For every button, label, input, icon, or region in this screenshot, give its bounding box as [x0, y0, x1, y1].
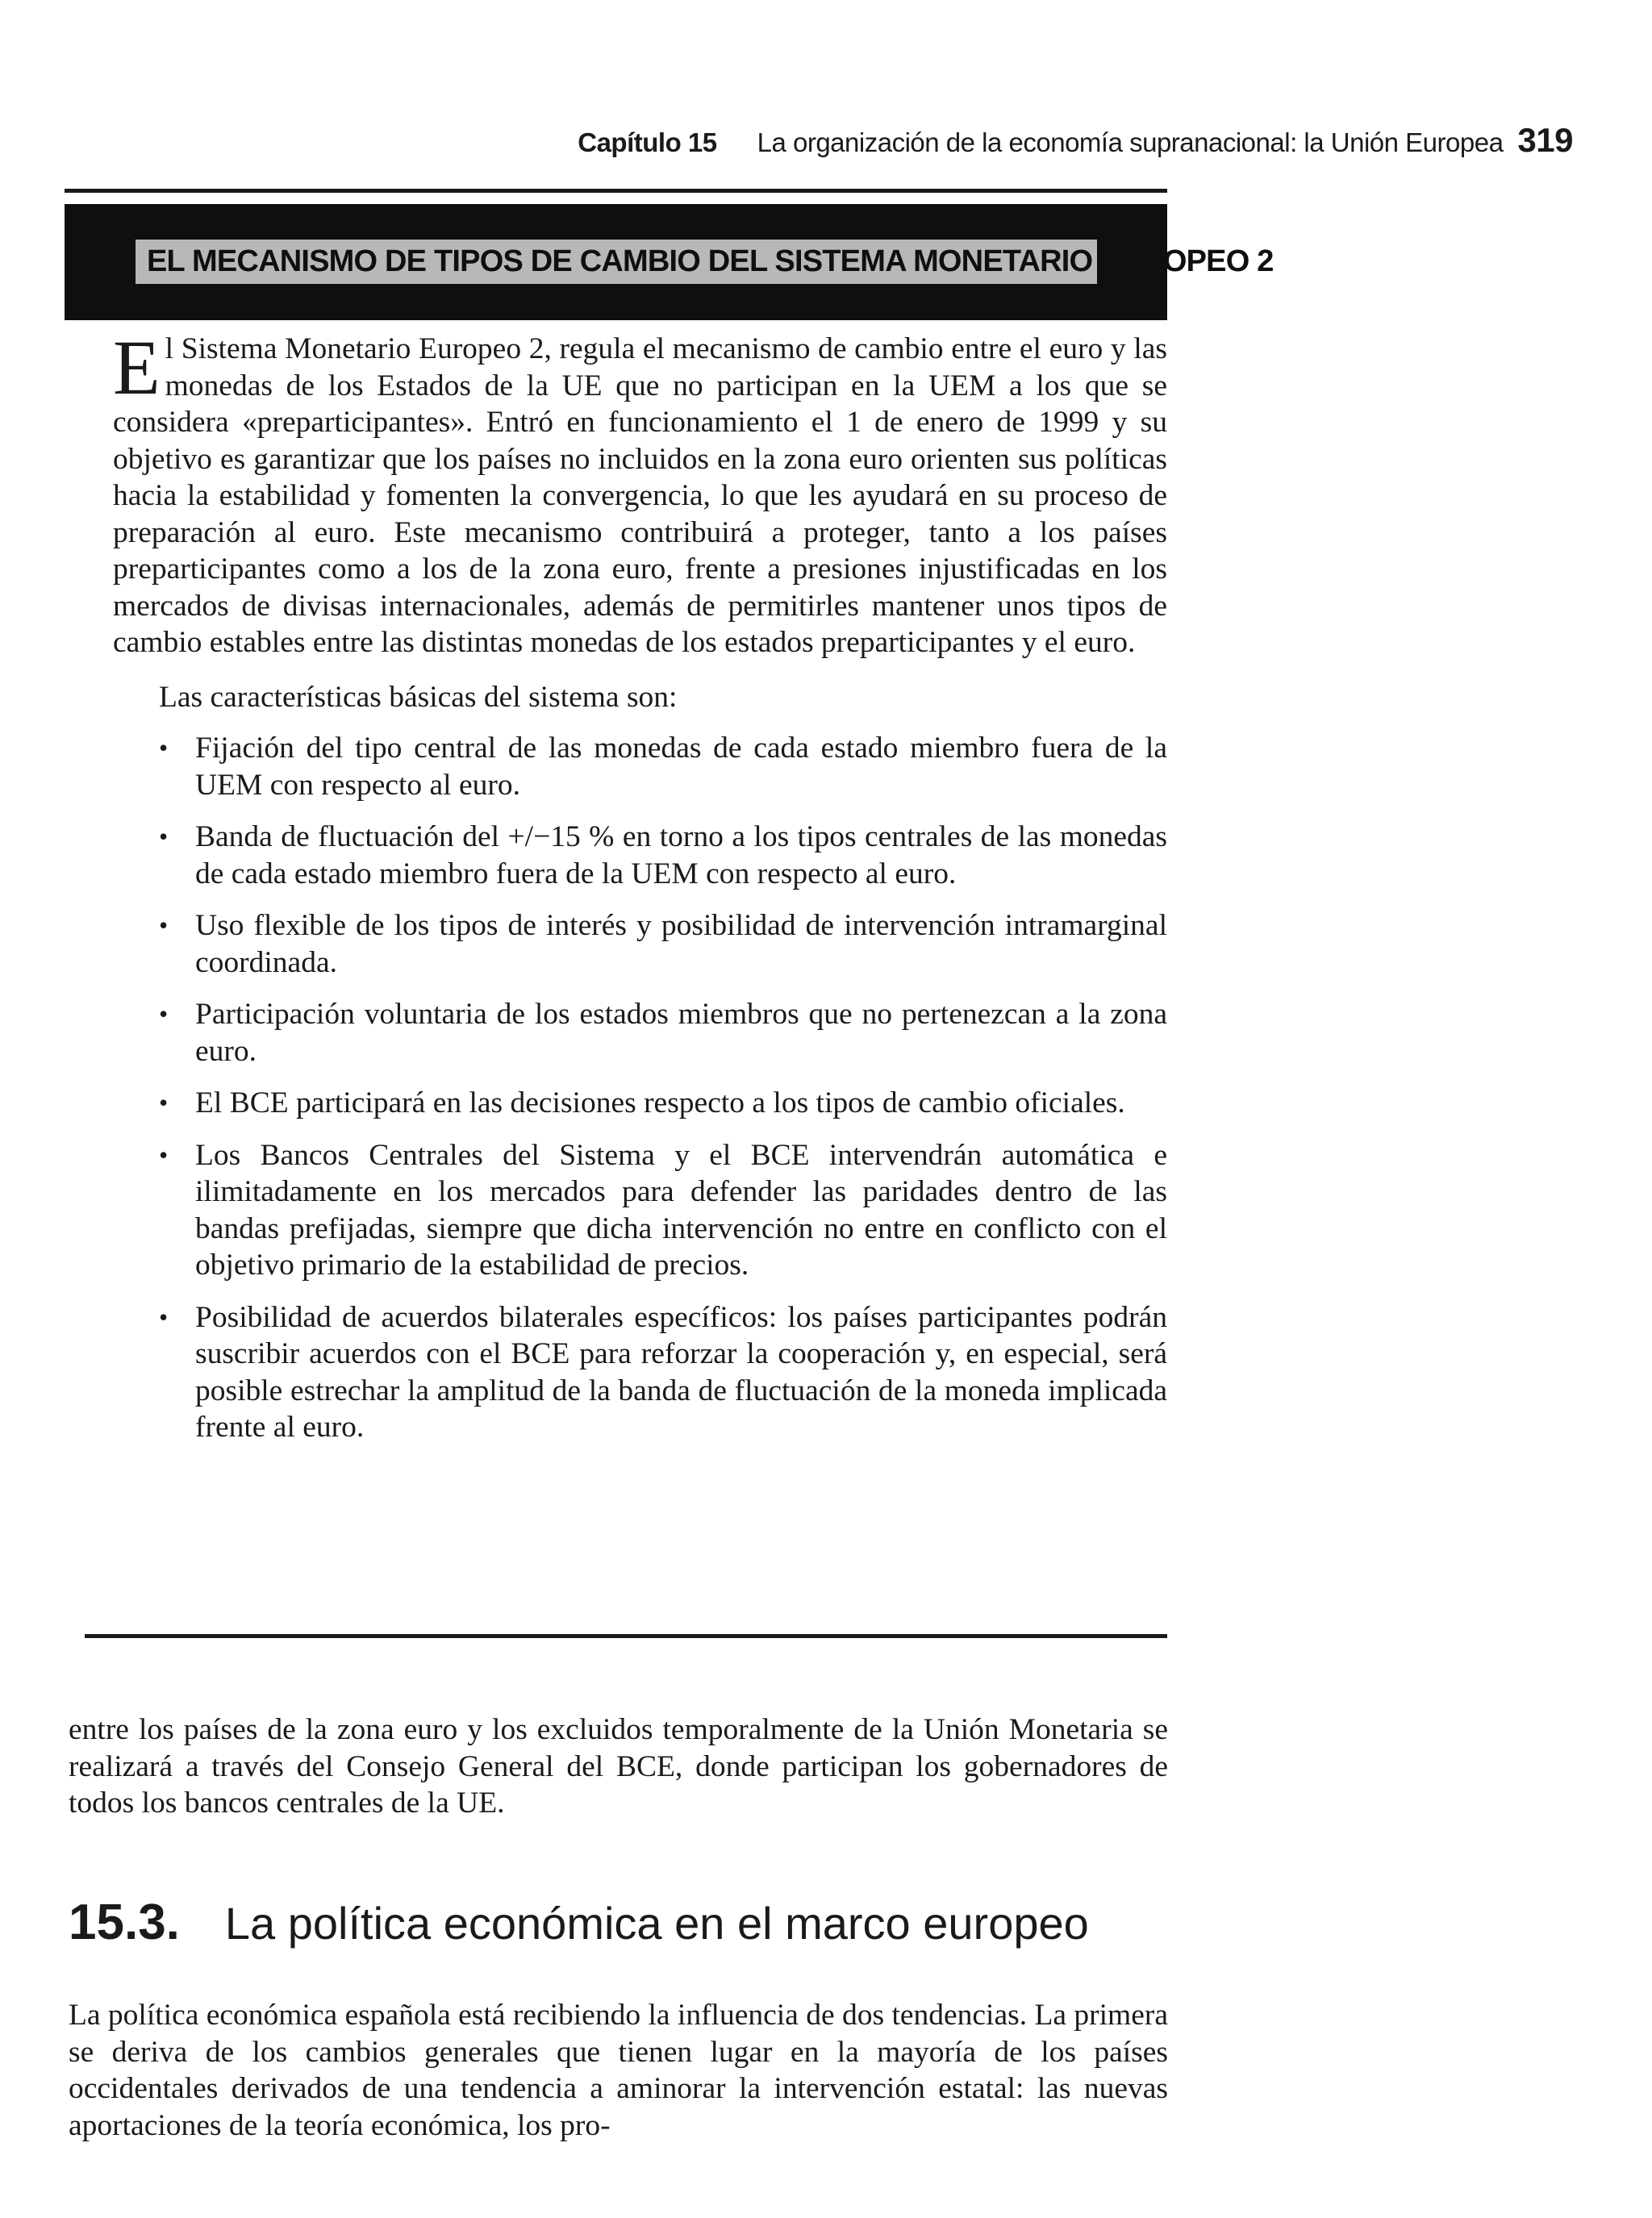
list-item [113, 907, 1167, 981]
bullet-icon: • [159, 911, 169, 940]
list-item [113, 1299, 1167, 1446]
list-item [113, 730, 1167, 803]
bullet-icon: • [159, 822, 169, 851]
continuation-paragraph: entre los países de la zona euro y los excluidos temporalmente de la Unión Monetaria se realizará a través del Consejo General del BCE, donde participan los gobernadores de todos los bancos centrales de la UE. [69, 1713, 1168, 1820]
drop-cap: E [113, 324, 161, 411]
page-number: 319 [1517, 121, 1573, 159]
box-banner [65, 204, 1274, 320]
box-body [113, 324, 1167, 1461]
box-bottom-rule [85, 1634, 1167, 1638]
chapter-title: La organización de la economía supranacional: la Unión Europea [757, 127, 1504, 157]
bullet-icon: • [159, 1140, 169, 1169]
section-heading [69, 1894, 1198, 1951]
box-list-lead: Las características básicas del sistema son: [159, 680, 678, 714]
list-item-text: Participación voluntaria de los estados miembros que no pertenezcan a la zona euro. [195, 998, 1167, 1068]
box-bullet-list [113, 730, 1167, 1446]
list-item-text: Banda de fluctuación del +/−15 % en torno a los tipos centrales de las monedas de cada estado miembro fuera de la UEM con respecto al euro. [195, 820, 1167, 890]
section-title: La política económica en el marco europeo [224, 1898, 1089, 1949]
section-paragraph: La política económica española está recibiendo la influencia de dos tendencias. La primera se deriva de los cambios generales que tienen lugar en la mayoría de los países occidentales derivados de una tendencia a aminorar la intervención estatal: las nuevas aportaciones de la teoría económica, los pro- [69, 1999, 1168, 2142]
header-rule [65, 189, 1167, 193]
list-item [113, 819, 1167, 892]
list-item-text: Uso flexible de los tipos de interés y posibilidad de intervención intramarginal coordinada. [195, 909, 1167, 979]
list-item-text: Posibilidad de acuerdos bilaterales específicos: los países participantes podrán suscribir acuerdos con el BCE para reforzar la cooperación y, en especial, será posible estrechar la amplitud de la banda de fluctuación de la moneda implicada frente al euro. [195, 1300, 1167, 1444]
box-heading: EL MECANISMO DE TIPOS DE CAMBIO DEL SISTEMA MONETARIO EUROPEO 2 [147, 244, 1274, 278]
bullet-icon: • [159, 1302, 169, 1332]
list-item-text: El BCE participará en las decisiones respecto a los tipos de cambio oficiales. [195, 1086, 1125, 1119]
bullet-icon: • [159, 999, 169, 1028]
list-item [113, 1085, 1167, 1122]
bullet-icon: • [159, 733, 169, 762]
list-item-text: Fijación del tipo central de las monedas de cada estado miembro fuera de la UEM con respecto al euro. [195, 732, 1167, 802]
running-header [0, 121, 1573, 160]
chapter-label: Capítulo 15 [578, 127, 717, 157]
box-heading-band [136, 240, 1274, 284]
box-intro-paragraph [113, 324, 1167, 661]
list-item [113, 996, 1167, 1069]
list-item [113, 1137, 1167, 1284]
box-intro-text: l Sistema Monetario Europeo 2, regula el mecanismo de cambio entre el euro y las monedas de los Estados de la UE que no participan en la UEM a los que se considera «preparticipantes». Entró en funcionamiento el 1 de enero de 1999 y su objetivo es garantizar que los países no incluidos en la zona euro orienten sus políticas hacia la estabilidad y fomenten la convergencia, lo que les ayudará en su proceso de preparación al euro. Este mecanismo contribuirá a proteger, tanto a los países preparticipantes como a los de la zona euro, frente a presiones injustificadas en los mercados de divisas internacionales, además de permitirles mantener unos tipos de cambio estables entre las distintas monedas de los estados preparticipantes y el euro. [113, 332, 1167, 659]
list-item-text: Los Bancos Centrales del Sistema y el BCE intervendrán automática e ilimitadamente en los mercados para defender las paridades dentro de las bandas prefijadas, siempre que dicha intervención no entre en conflicto con el objetivo primario de la estabilidad de precios. [195, 1138, 1167, 1282]
section-number: 15.3. [69, 1895, 180, 1950]
bullet-icon: • [159, 1088, 169, 1117]
